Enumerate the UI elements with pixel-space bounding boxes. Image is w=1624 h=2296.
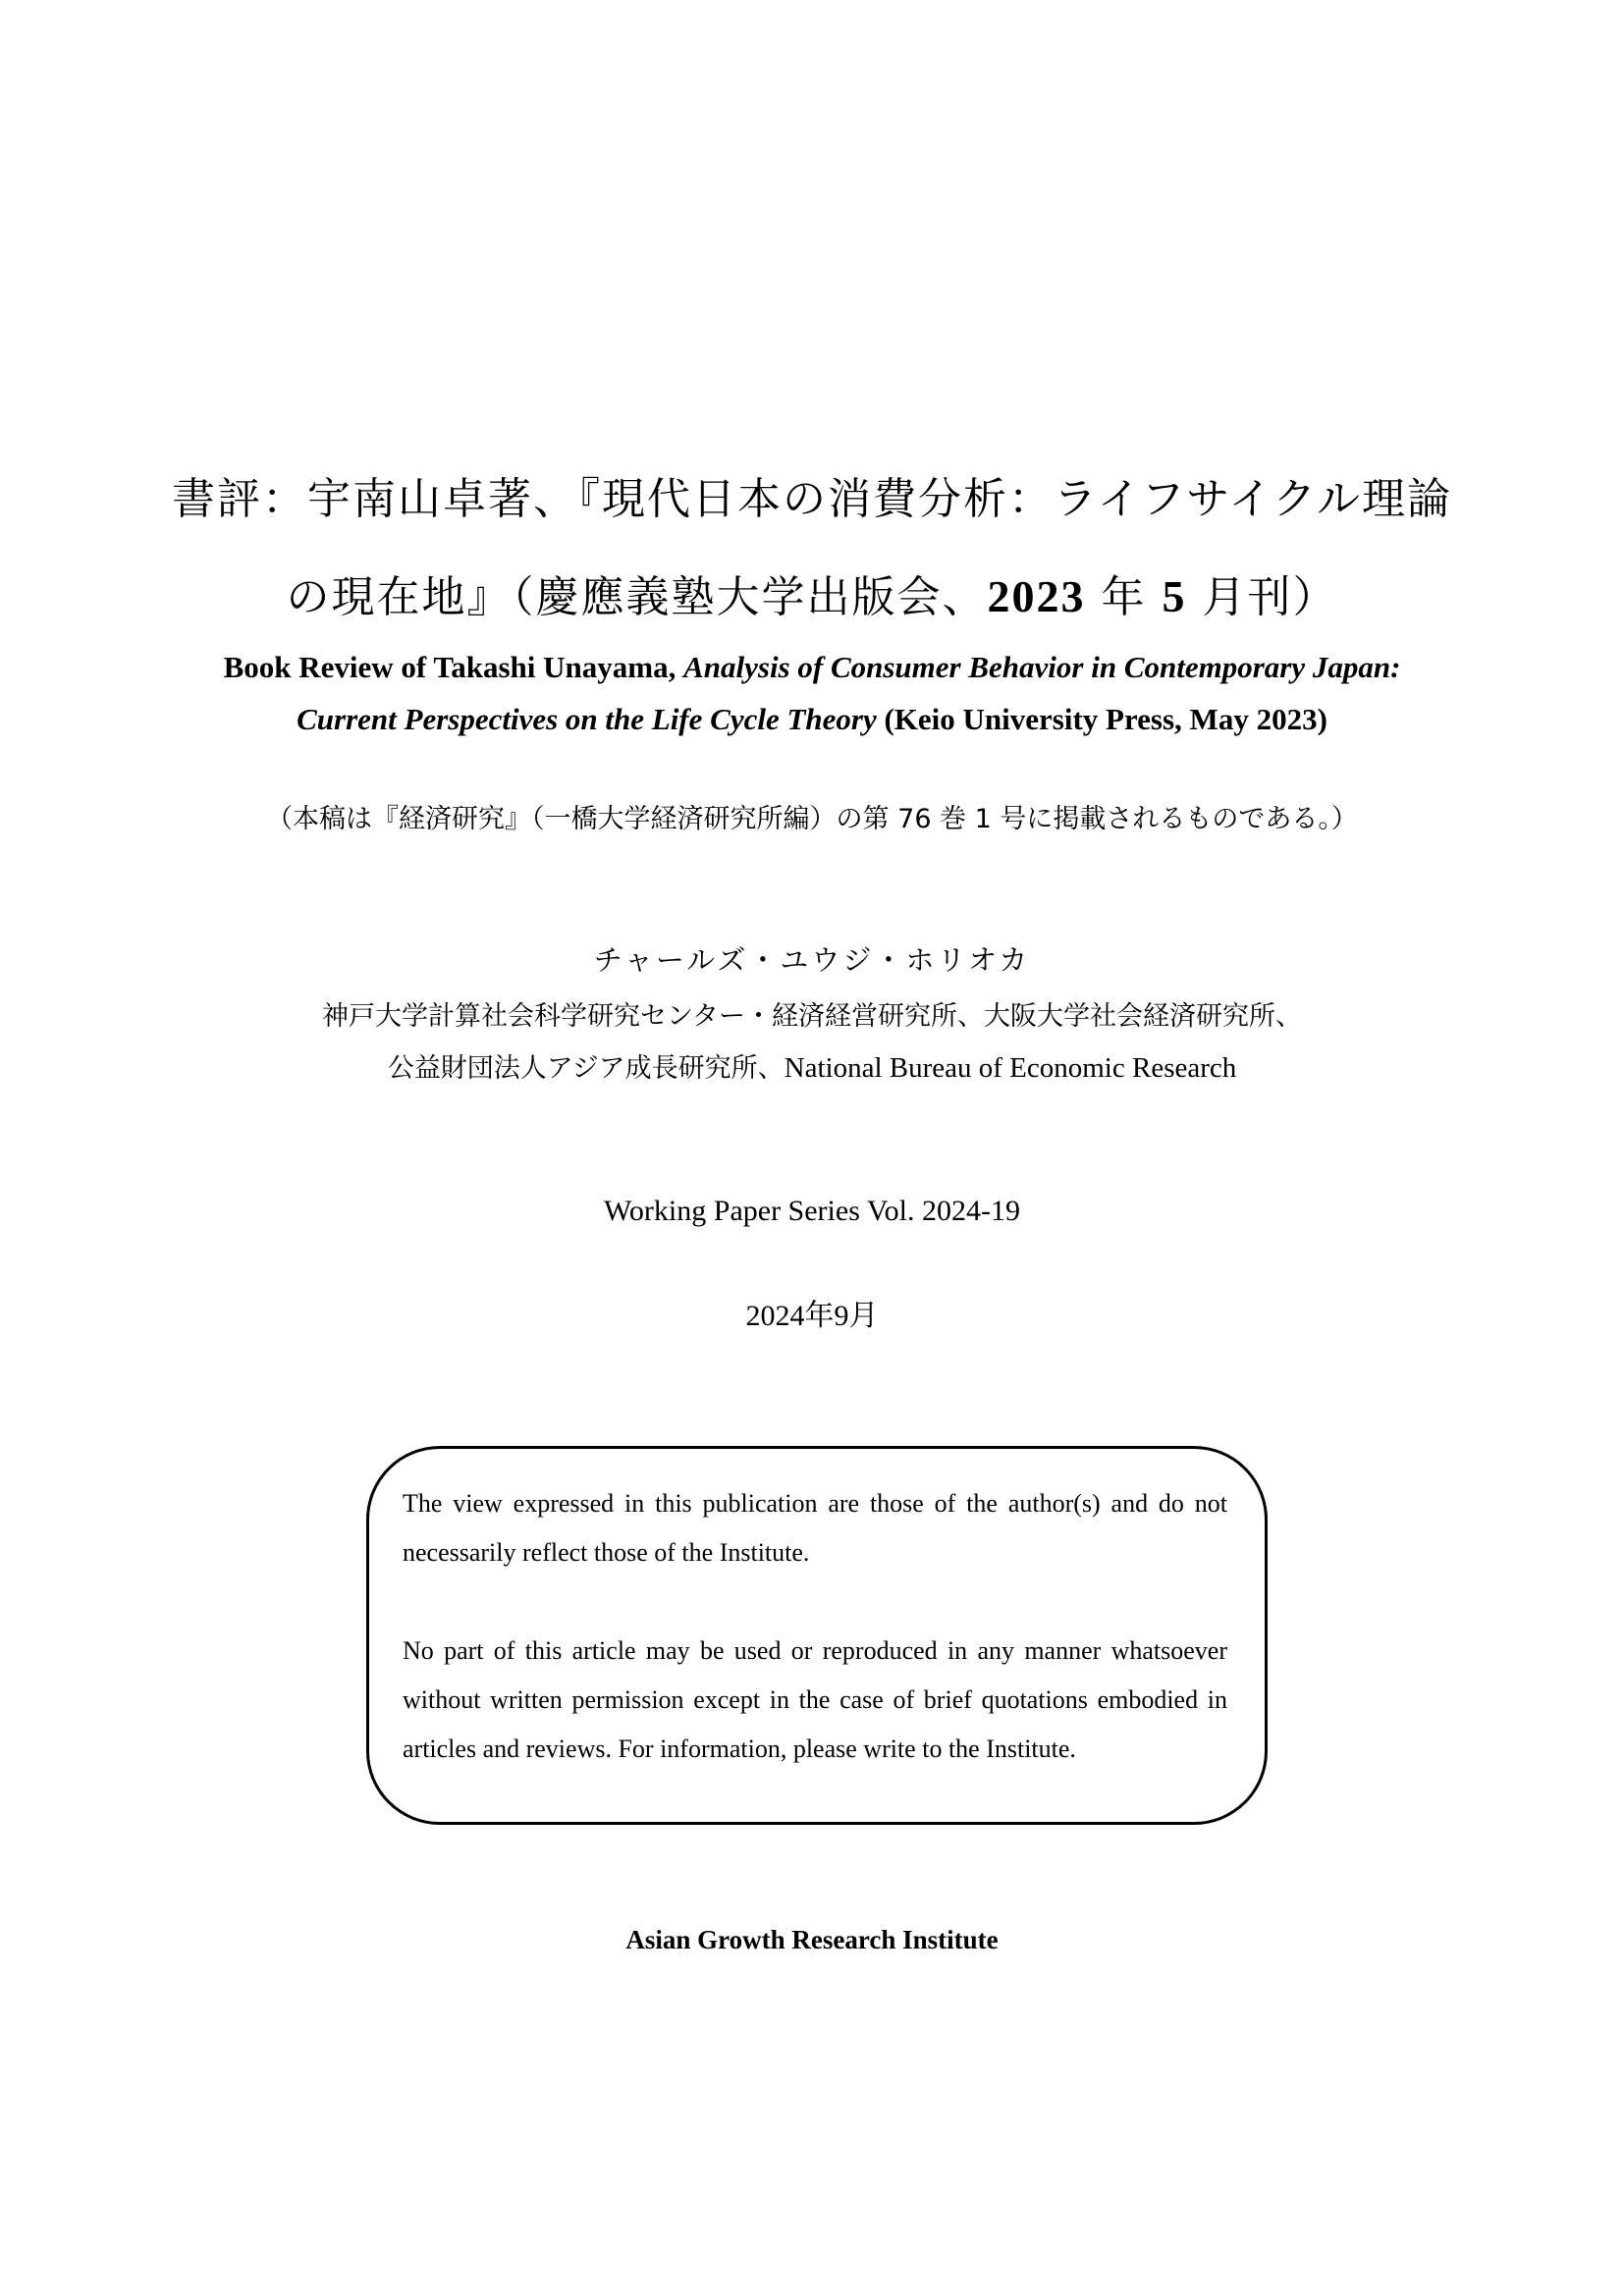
english-title-line-1: [0, 650, 1624, 685]
japanese-title-text-2b: 年: [1085, 572, 1163, 622]
japanese-title-line-2: [0, 561, 1624, 624]
institute-name: [0, 1925, 1624, 1955]
working-paper-series: [0, 1195, 1624, 1228]
english-title-text-2b: (Keio University Press, May 2023): [876, 702, 1327, 736]
japanese-title-text-2c: 月刊）: [1186, 572, 1338, 622]
date-text: 2024年9月: [745, 1300, 879, 1332]
publication-note-text: （本稿は『経済研究』（一橋大学経済研究所編）の第 76 巻 1 号に掲載されるものである。）: [266, 804, 1358, 834]
affiliation-text-2-jp: 公益財団法人アジア成長研究所、: [387, 1053, 785, 1084]
japanese-title-line-1: [0, 463, 1624, 526]
institute-name-text: Asian Growth Research Institute: [625, 1925, 999, 1954]
japanese-title-text-2a: の現在地』（慶應義塾大学出版会、: [286, 572, 988, 622]
series-text: Working Paper Series Vol. 2024-19: [604, 1195, 1020, 1227]
english-title-line-2: [0, 702, 1624, 737]
author-name: [0, 938, 1624, 979]
japanese-title-month: 5: [1162, 571, 1187, 621]
affiliation-line-1: [0, 994, 1624, 1033]
publication-note: [0, 797, 1624, 835]
english-title-book-name-1: Analysis of Consumer Behavior in Contemporary Japan:: [683, 650, 1401, 684]
english-title-text-1a: Book Review of Takashi Unayama,: [223, 650, 684, 684]
affiliation-line-2: [0, 1046, 1624, 1085]
disclaimer-paragraph-2: No part of this article may be used or reproduced in any manner whatsoever without written permission except in the case of brief quotations embodied in articles and reviews. For information, please write to the Institute.: [403, 1636, 1227, 1763]
english-title-book-name-2: Current Perspectives on the Life Cycle Theory: [297, 702, 877, 736]
affiliation-text-1: 神戸大学計算社会科学研究センター・経済経営研究所、大阪大学社会経済研究所、: [322, 1001, 1302, 1032]
author-name-text: チャールズ・ユウジ・ホリオカ: [593, 943, 1031, 977]
japanese-title-text-1: 書評：宇南山卓著、『現代日本の消費分析：ライフサイクル理論: [171, 474, 1453, 524]
publication-date: [0, 1291, 1624, 1334]
affiliation-text-2-en: National Bureau of Economic Research: [784, 1052, 1237, 1084]
japanese-title-year: 2023: [987, 571, 1086, 621]
disclaimer-paragraph-1: The view expressed in this publication are those of the author(s) and do not necessarily reflect those of the Institute.: [403, 1489, 1227, 1567]
